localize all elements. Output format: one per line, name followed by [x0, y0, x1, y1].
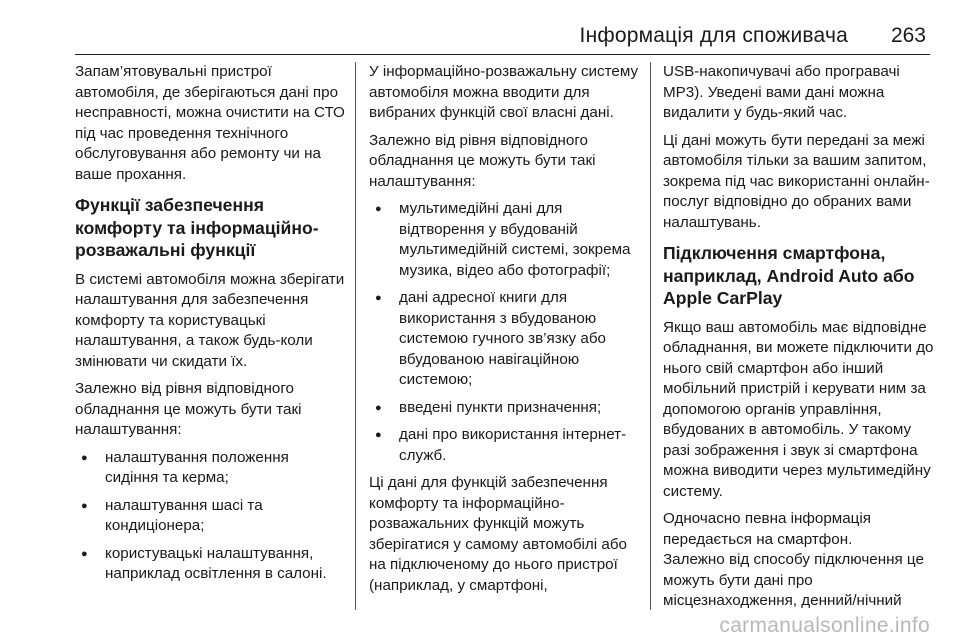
paragraph: Ці дані для функцій забезпечення комфорту та інформаційно-розважальних функцій можуть зберігатися у самому автомобілі або на підключеному до нього пристрої (наприклад, у смартфоні, — [369, 474, 627, 594]
paragraph: Залежно від способу підключення це можуть бути дані про місцезнаходження, денний/нічний — [663, 551, 924, 609]
paragraph: Якщо ваш автомобіль має відповідне обладнання, ви можете підключити до нього свій смартфон або інший мобільний пристрій і керувати ним за допомогою органів управління, вбудованих в автомобіль. У такому разі зображення і звук зі смартфона можна виводити через мультимедійну систему. — [663, 318, 934, 500]
watermark: carmanualsonline.info — [719, 614, 930, 637]
paragraph: Одночасно певна інформація передається на смартфон. — [663, 510, 871, 548]
paragraph: Запам’ятовувальні пристрої автомобіля, де зберігаються дані про несправності, можна очистити на СТО під час проведення технічного обслуговування або ремонту чи на ваше прохання. — [75, 63, 345, 183]
section-heading-smartphone-connection: Підключення смартфона, наприклад, Android Auto або Apple CarPlay — [663, 243, 915, 308]
bullet-list — [369, 199, 641, 466]
column-divider — [650, 62, 651, 610]
page-number: 263 — [890, 24, 926, 47]
list-item: ● налаштування шасі та кондиціонера; — [75, 496, 345, 537]
list-item: ● користувацькі налаштування, наприклад освітлення в салоні. — [75, 544, 345, 585]
list-item: ● введені пункти призначення; — [369, 398, 641, 419]
column-divider — [355, 62, 356, 610]
list-item: ● налаштування положення сидіння та керма; — [75, 448, 345, 489]
page-title: Інформація для споживача — [579, 24, 848, 47]
paragraph: У інформаційно-розважальну систему автомобіля можна вводити для вибраних функцій свої власні дані. — [369, 63, 639, 121]
list-item: ● дані про використання інтернет-служб. — [369, 425, 641, 466]
column-3 — [663, 62, 935, 619]
paragraph: USB-накопичувачі або програвачі MP3). Уведені вами дані можна видалити у будь-який час. — [663, 63, 900, 121]
paragraph: В системі автомобіля можна зберігати налаштування для забезпечення комфорту та користувацькі налаштування, а також будь-коли змінювати чи скидати їх. — [75, 270, 345, 370]
section-heading-comfort-functions: Функції забезпечення комфорту та інформаційно-розважальні функції — [75, 195, 319, 260]
header-rule — [75, 54, 930, 55]
paragraph: Ці дані можуть бути передані за межі автомобіля тільки за вашим запитом, зокрема під час використанні онлайн-послуг відповідно до обраних вами налаштувань. — [663, 131, 930, 231]
list-item: ● дані адресної книги для використання з вбудованою системою гучного зв’язку або вбудованою навігаційною системою; — [369, 288, 641, 391]
column-2 — [369, 62, 641, 603]
bullet-list — [75, 448, 345, 585]
page-header — [0, 0, 960, 58]
paragraph: Залежно від рівня відповідного обладнання це можуть бути такі налаштування: — [369, 131, 596, 190]
list-item: ● мультимедійні дані для відтворення у вбудованій мультимедійній системі, зокрема музика, відео або фотографії; — [369, 199, 641, 281]
paragraph: Залежно від рівня відповідного обладнання це можуть бути такі налаштування: — [75, 380, 302, 438]
column-1 — [75, 62, 345, 592]
